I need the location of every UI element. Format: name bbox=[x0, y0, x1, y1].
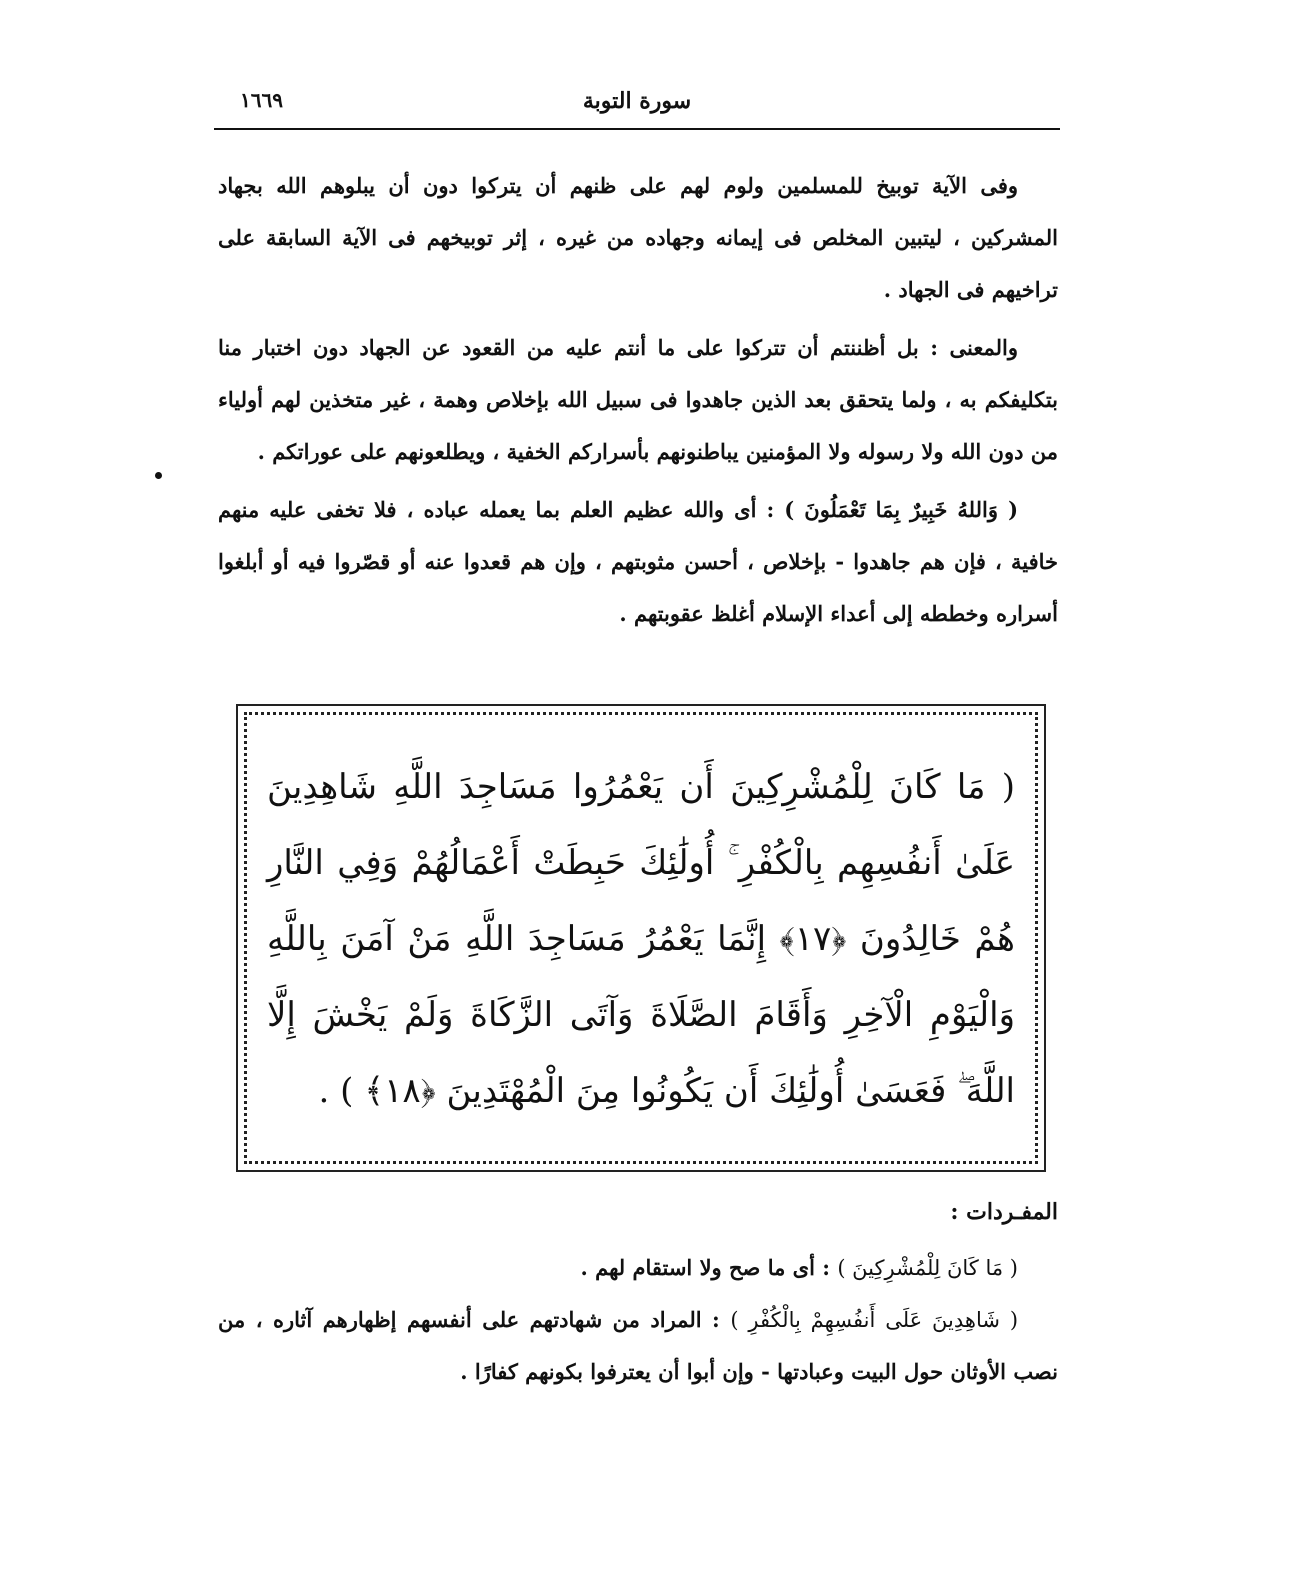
commentary-text bbox=[218, 160, 1058, 646]
quran-verse-text: ( مَا كَانَ لِلْمُشْرِكِينَ أَن يَعْمُرُوا مَسَاجِدَ اللَّهِ شَاهِدِينَ عَلَىٰ أَنفُسِهِم بِالْكُفْرِ ۚ أُولَٰئِكَ حَبِطَتْ أَعْمَالُهُمْ وَفِي النَّارِ هُمْ خَالِدُونَ ﴿١٧﴾ إِنَّمَا يَعْمُرُ مَسَاجِدَ اللَّهِ مَنْ آمَنَ بِاللَّهِ وَالْيَوْمِ الْآخِرِ وَأَقَامَ الصَّلَاةَ وَآتَى الزَّكَاةَ وَلَمْ يَخْشَ إِلَّا اللَّهَ ۖ فَعَسَىٰ أُولَٰئِكَ أَن يَكُونُوا مِنَ الْمُهْتَدِينَ ﴿١٨﴾ ) . bbox=[267, 767, 1015, 1111]
margin-mark bbox=[155, 472, 162, 479]
vocabulary-entry bbox=[218, 1294, 1058, 1398]
page-header bbox=[214, 86, 1060, 130]
vocabulary-entry bbox=[218, 1242, 1058, 1294]
commentary-paragraph: والمعنى : بل أظننتم أن تتركوا على ما أنتم عليه من القعود عن الجهاد دون اختبار منا بتكليفكم به ، ولما يتحقق بعد الذين جاهدوا فى سبيل الله بإخلاص وهمة ، غير متخذين لهم أولياء من دون الله ولا رسوله ولا المؤمنين يباطنونهم بأسراركم الخفية ، ويطلعونهم على عوراتكم . bbox=[218, 335, 1058, 464]
vocabulary-heading: المفـردات : bbox=[950, 1199, 1058, 1225]
vocabulary-definition: : أى ما صح ولا استقام لهم . bbox=[580, 1255, 830, 1280]
commentary-paragraph: وفى الآية توبيخ للمسلمين ولوم لهم على ظنهم أن يتركوا دون أن يبلوهم الله بجهاد المشركين ، ليتبين المخلص فى إيمانه وجهاده من غيره ، إثر توبيخهم فى الآية السابقة على تراخيهم فى الجهاد . bbox=[218, 173, 1058, 302]
page-number: ١٦٦٩ bbox=[240, 88, 283, 112]
vocabulary-term: ( شَاهِدِينَ عَلَى أَنفُسِهِمْ بِالْكُفْرِ ) bbox=[730, 1308, 1019, 1332]
vocabulary-section bbox=[218, 1186, 1058, 1398]
commentary-paragraph: ( وَاللهُ خَبِيرٌ بِمَا تَعْمَلُونَ ) : أى والله عظيم العلم بما يعمله عباده ، فلا تخفى عليه منهم خافية ، فإن هم جاهدوا - بإخلاص ، أحسن مثوبتهم ، وإن هم قعدوا عنه أو قصّروا فيه أو أبلغوا أسراره وخططه إلى أعداء الإسلام أغلظ عقوبتهم . bbox=[218, 497, 1058, 626]
vocabulary-definition: : المراد من شهادتهم على أنفسهم إظهارهم آثاره ، من نصب الأوثان حول البيت وعبادتها - وإن أبوا أن يعترفوا بكونهم كفارًا . bbox=[218, 1307, 1058, 1384]
surah-title: سورة التوبة bbox=[582, 88, 692, 114]
vocabulary-term: ( مَا كَانَ لِلْمُشْرِكِينَ ) bbox=[837, 1256, 1018, 1280]
quran-verse-frame bbox=[244, 712, 1038, 1164]
header-divider bbox=[214, 128, 1060, 130]
